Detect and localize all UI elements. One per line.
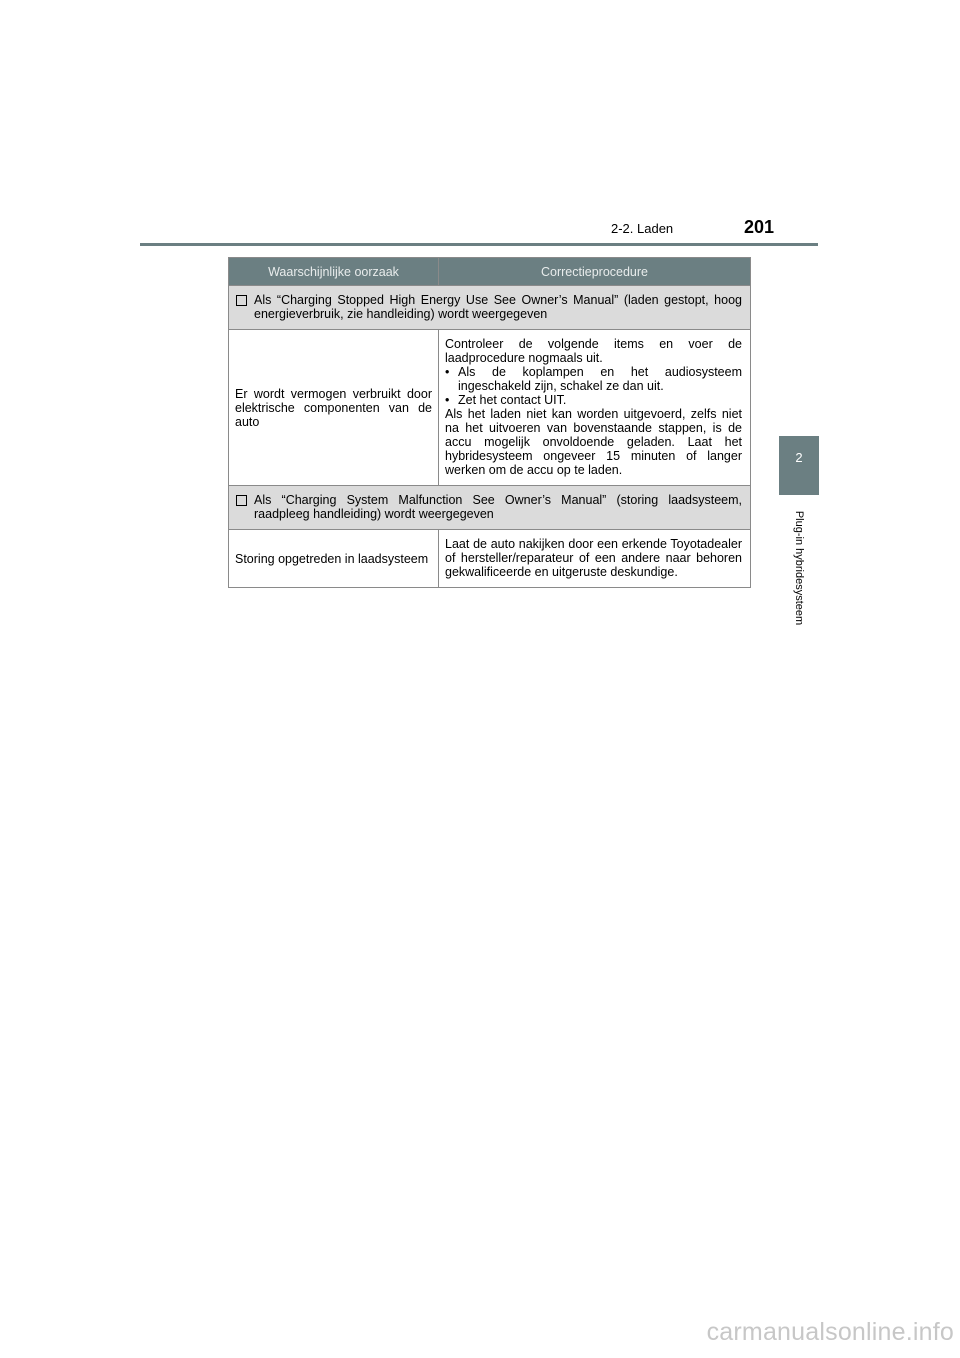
section-title: 2-2. Laden <box>611 221 674 236</box>
bullet-icon: • <box>445 365 450 379</box>
cause-correction-table <box>228 257 751 588</box>
condition-text: Als “Charging System Malfunction See Owner’s Manual” (storing laadsysteem, raadpleeg handleiding) wordt weergegeven <box>254 493 742 521</box>
procedure-outro: Als het laden niet kan worden uitgevoerd, zelfs niet na het uitvoeren van bovenstaande stappen, is de accu mogelijk onvoldoende geladen. Laat het hybridesysteem ongeveer 15 minuten of langer werken om de accu op te laden. <box>445 407 742 477</box>
watermark: carmanualsonline.info <box>706 1318 954 1346</box>
chapter-label: Plug-in hybridesysteem <box>793 510 805 626</box>
procedure-text: Laat de auto nakijken door een erkende Toyotadealer of hersteller/reparateur of een andere naar behoren gekwalificeerde en uitgeruste deskundige. <box>445 537 742 579</box>
condition-cell <box>229 286 751 330</box>
column-header-procedure: Correctieprocedure <box>439 258 751 286</box>
table-header-row <box>229 258 751 286</box>
condition-row <box>229 286 751 330</box>
column-header-cause: Waarschijnlijke oorzaak <box>229 258 439 286</box>
bullet-text: Als de koplampen en het audiosysteem ingeschakeld zijn, schakel ze dan uit. <box>458 365 742 393</box>
checkbox-icon <box>236 295 247 306</box>
procedure-intro: Controleer de volgende items en voer de laadprocedure nogmaals uit. <box>445 337 742 365</box>
condition-row <box>229 486 751 530</box>
table-row <box>229 530 751 588</box>
chapter-tab <box>779 436 819 495</box>
bullet-icon: • <box>445 393 450 407</box>
list-item <box>445 365 742 393</box>
condition-cell <box>229 486 751 530</box>
table-row <box>229 330 751 486</box>
chapter-number: 2 <box>795 450 803 465</box>
procedure-cell <box>439 530 751 588</box>
header-divider <box>140 243 818 246</box>
procedure-cell <box>439 330 751 486</box>
condition-text: Als “Charging Stopped High Energy Use See Owner’s Manual” (laden gestopt, hoog energieverbruik, zie handleiding) wordt weergegeven <box>254 293 742 321</box>
cause-cell: Storing opgetreden in laadsysteem <box>229 530 439 588</box>
list-item <box>445 393 742 407</box>
page-number: 201 <box>744 217 775 237</box>
checkbox-icon <box>236 495 247 506</box>
bullet-text: Zet het contact UIT. <box>458 393 567 407</box>
cause-cell: Er wordt vermogen verbruikt door elektrische componenten van de auto <box>229 330 439 486</box>
